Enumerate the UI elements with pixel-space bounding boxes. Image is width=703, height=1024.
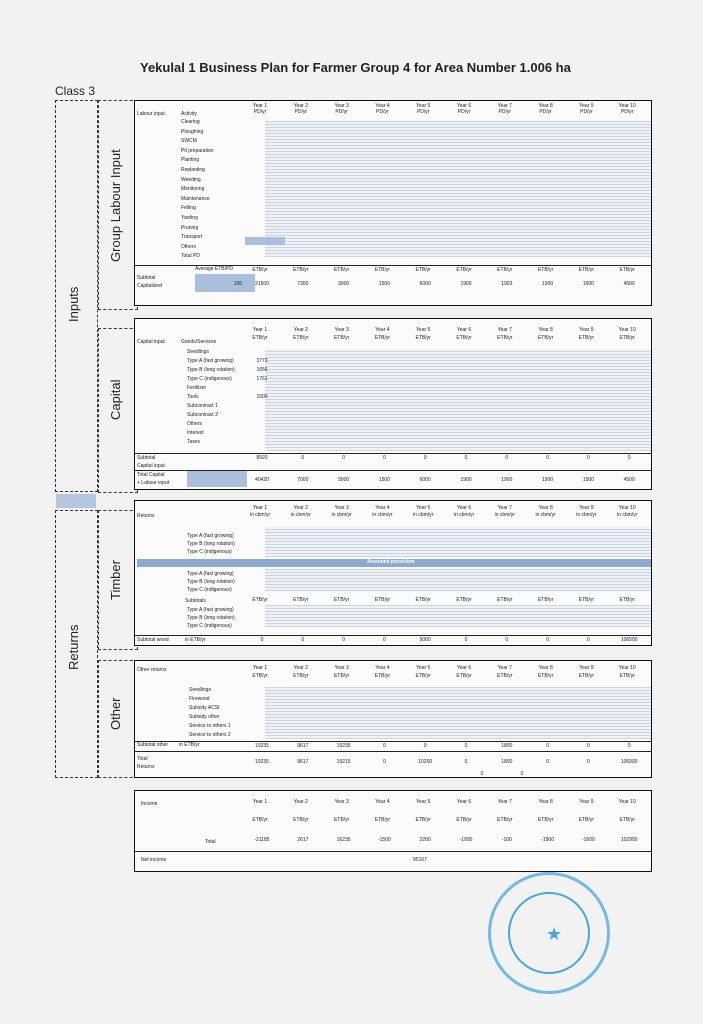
total-value: 4500 <box>623 477 635 483</box>
year-header: Year 4 <box>375 505 390 511</box>
subtotals-label: Subtotals <box>185 598 206 604</box>
unit-header: in cbm/yr <box>331 512 352 518</box>
unit-header: PD/yr <box>376 109 389 115</box>
other-item: Subsidy ACSI <box>189 705 220 711</box>
total-capital: Total Capital <box>137 472 165 478</box>
year-header: Year 6 <box>456 103 472 109</box>
activity-label: Maintenance <box>181 195 210 202</box>
year-header: Year 9 <box>579 799 594 805</box>
capital-item: Interest <box>187 430 204 436</box>
other-item: Firewood <box>189 696 210 702</box>
unit-header: ETB/yr <box>456 597 472 603</box>
subtotal-value: 31500 <box>255 281 269 287</box>
subtotal-value: 1500 <box>378 281 390 287</box>
year-header: Year 10 <box>618 665 636 671</box>
income-total-value: -1900 <box>541 837 554 843</box>
capital-item: Type B (long rotation) <box>187 367 235 373</box>
type-label: Type B (long rotation) <box>187 579 235 585</box>
unit-header: in cbm/yr <box>453 512 475 518</box>
capital-item: Taxes <box>187 439 201 445</box>
capital-value: 1656 <box>256 367 268 373</box>
other-h1: Other returns <box>137 667 167 673</box>
subtotal-other-value: 0 <box>627 743 631 749</box>
year-header: Year 8 <box>538 327 553 333</box>
total-returns-value: 10200 <box>418 759 433 765</box>
capital-item: Fertilizer <box>187 385 207 391</box>
subtotal-other-value: 0 <box>383 743 386 749</box>
unit-header: ETB/yr <box>456 673 472 679</box>
subtotal-value: 0 <box>423 455 427 461</box>
activity-label: Pit preparation <box>181 147 214 154</box>
year-header: Year 5 <box>416 103 431 109</box>
returns-sub-label: Returns <box>137 764 155 770</box>
year-header: Year 1 <box>252 327 268 333</box>
subtotal-value: 1903 <box>501 281 513 287</box>
unit-header: ETB/yr <box>537 817 554 823</box>
total-value: 1900 <box>542 477 554 483</box>
subtotal-other: Subtotal other <box>137 742 169 748</box>
unit-header: ETB/yr <box>333 335 350 341</box>
type-label: Type B (long rotation) <box>187 615 235 621</box>
other-hatch <box>265 687 651 739</box>
assumed-price-bar <box>137 559 651 567</box>
type-label: Type A (fast growing) <box>187 607 234 613</box>
subtotal-value: 0 <box>464 455 468 461</box>
year-header: Year 1 <box>252 799 268 805</box>
year-header: Year 2 <box>293 327 308 333</box>
income-total-value: 2200 <box>419 837 431 843</box>
activity-label: SWCM <box>181 138 197 145</box>
subtotal-value: 0 <box>505 455 509 461</box>
total-cell <box>187 471 247 487</box>
subtotal-value: 4500 <box>623 281 635 287</box>
unit-header: PD/yr <box>457 109 471 115</box>
subtotal-value: 1900 <box>542 281 554 287</box>
unit-header: ETB/yr <box>374 817 391 823</box>
income-total-value: -100 <box>501 837 512 843</box>
year-header: Year 8 <box>538 799 553 805</box>
unit-header: PD/yr <box>580 109 593 115</box>
capital-value: 1761 <box>256 376 268 382</box>
unit-header: ETB/yr <box>497 673 513 679</box>
labour-h2: Activity <box>181 111 197 117</box>
subtotal-wood-value: 0 <box>301 637 305 643</box>
total-value: 1500 <box>582 477 594 483</box>
unit-header: ETB/yr <box>456 817 472 823</box>
unit-header: ETB/yr <box>497 335 513 341</box>
capital-item: Seedlings <box>187 349 209 355</box>
type-label: Type C (indigenous) <box>187 587 232 593</box>
timber-hatch-3 <box>265 605 651 627</box>
star-icon: ★ <box>546 924 563 944</box>
capital-item: Subcontract 2 <box>187 412 218 418</box>
official-seal-inner <box>508 892 590 974</box>
year-header: Year 4 <box>375 103 390 109</box>
unit-header: PD/yr <box>620 109 634 115</box>
subtotal-value: 1600 <box>582 281 594 287</box>
year-header: Year 10 <box>618 327 636 333</box>
unit-header: in cbm/yr <box>290 512 311 518</box>
capital-h1: Capital input <box>137 339 165 345</box>
unit-header: ETB/yr <box>293 597 309 603</box>
activity-label: Ploughing <box>181 128 204 135</box>
unit-header: PD/yr <box>539 109 552 115</box>
subtotal-wood-value: 0 <box>464 637 468 643</box>
unit-header: in cbm/yr <box>372 512 393 518</box>
total-value: 1500 <box>378 477 390 483</box>
unit-header: ETB/yr <box>252 673 268 679</box>
total-returns-value: 106900 <box>620 759 638 765</box>
year-header: Year 10 <box>618 505 636 511</box>
year-header: Year 2 <box>293 665 308 671</box>
year-header: Year 4 <box>375 327 390 333</box>
unit-header: ETB/yr <box>252 267 268 273</box>
year-header: Year 5 <box>416 327 431 333</box>
year-header: Year 6 <box>456 665 472 671</box>
capital-value: 3773 <box>256 358 268 364</box>
unit-header: ETB/yr <box>619 597 635 603</box>
subtotal-other-value: 0 <box>546 743 549 749</box>
unit-header: in cbm/yr <box>249 512 271 518</box>
unit-header: ETB/yr <box>537 673 554 679</box>
labour-subtotal: Subtotal <box>137 275 156 281</box>
subtotal-wood-value: 0 <box>546 637 549 643</box>
unit-header: PD/yr <box>498 109 512 115</box>
assumed-label: Assumed price/cbm <box>367 559 415 565</box>
year-header: Year 3 <box>334 799 349 805</box>
capital-value: 1500 <box>256 394 268 400</box>
total-returns-value: 0 <box>464 759 468 765</box>
subtotal-wood-value: 0 <box>342 637 345 643</box>
activity-label: Planting <box>181 157 200 164</box>
unit-header: ETB/yr <box>578 267 595 273</box>
year-header: Year 6 <box>456 505 472 511</box>
subtotal-value: 3000 <box>338 281 350 287</box>
unit-header: ETB/yr <box>619 673 635 679</box>
divider <box>135 453 651 454</box>
total-value: 3000 <box>338 477 350 483</box>
subtotal-other-value: 0 <box>464 743 468 749</box>
subtotal-value: 8920 <box>256 455 268 461</box>
other-table <box>134 660 652 778</box>
total-returns-value: 1800 <box>501 759 513 765</box>
income-total-value: -1900 <box>459 837 473 843</box>
total-value: 7000 <box>297 477 309 483</box>
unit-header: in cbm/yr <box>535 512 556 518</box>
labour-hatch <box>265 121 651 257</box>
year-header: Year 7 <box>497 799 512 805</box>
unit-header: ETB/yr <box>333 267 350 273</box>
income-total-label: Total <box>205 839 216 845</box>
year-header: Year 9 <box>579 665 594 671</box>
unit-header: ETB/yr <box>374 267 391 273</box>
year-header: Year 7 <box>497 665 512 671</box>
transport-cell <box>245 237 285 245</box>
extra-zero: 0 <box>480 771 484 777</box>
class-label: Class 3 <box>55 84 96 98</box>
subtotal-value: 1900 <box>460 281 472 287</box>
subtotal-wood-value: 0 <box>505 637 509 643</box>
income-total-value: -1600 <box>581 837 595 843</box>
subtotal-wood: Subtotal wood <box>137 637 169 643</box>
total-returns-value: 19215 <box>336 759 351 765</box>
capital-subtotal: Subtotal <box>137 455 156 461</box>
subtotal-other-value: 1800 <box>501 743 513 749</box>
extra-zero: 0 <box>520 771 524 777</box>
unit-header: ETB/yr <box>333 673 350 679</box>
subtotal-wood-value: 106500 <box>620 637 638 643</box>
type-label: Type B (long rotation) <box>187 541 235 547</box>
total-returns-value: 0 <box>383 759 386 765</box>
total-label: Total <box>137 756 148 762</box>
unit-header: PD/yr <box>335 109 348 115</box>
capital-item: Others <box>187 421 203 427</box>
year-header: Year 7 <box>497 327 512 333</box>
labour-table <box>134 100 652 306</box>
avg-value: 100 <box>233 281 243 287</box>
unit-header: ETB/yr <box>456 335 472 341</box>
unit-header: ETB/yr <box>374 673 391 679</box>
year-header: Year 8 <box>538 103 553 109</box>
subtotal-value: 0 <box>342 455 345 461</box>
capital-label: Capital <box>108 379 123 420</box>
capital-h2: Goods/Services <box>181 339 217 345</box>
other-item: Seedlings <box>189 687 211 693</box>
page-title: Yekulal 1 Business Plan for Farmer Group 4 for Area Number 1.006 ha <box>140 60 571 75</box>
unit-header: ETB/yr <box>578 597 595 603</box>
unit-header: ETB/yr <box>497 817 513 823</box>
activity-label: Clearing <box>181 119 200 125</box>
capital-input-label: Capital input <box>137 463 165 469</box>
income-total-value: 2617 <box>297 837 309 843</box>
activity-label: Weeding <box>181 176 201 183</box>
total-value: 40420 <box>255 477 269 483</box>
year-header: Year 3 <box>334 103 349 109</box>
year-header: Year 7 <box>497 103 512 109</box>
net-income-label: Net income <box>141 857 167 863</box>
unit-header: ETB/yr <box>333 597 350 603</box>
unit-header: ETB/yr <box>619 335 635 341</box>
subtotal-value: 6000 <box>419 281 431 287</box>
activity-label: Others <box>181 243 197 250</box>
unit-header: ETB/yr <box>374 335 391 341</box>
unit-header: in cbm/yr <box>617 512 638 518</box>
unit-header: ETB/yr <box>619 267 635 273</box>
avg-label: Average ETB/PD <box>195 266 233 272</box>
unit-header: PD/yr <box>294 109 308 115</box>
other-item: Service to others 1 <box>189 723 231 729</box>
subtotal-other-value: 0 <box>587 743 590 749</box>
activity-label: Pruning <box>181 224 199 231</box>
timber-h1: Returns <box>137 513 155 519</box>
divider <box>135 851 651 852</box>
unit-header: PD/yr <box>416 109 430 115</box>
capital-hatch <box>265 349 651 451</box>
activity-label: Total PD <box>181 253 200 260</box>
income-total-value: 102900 <box>620 837 638 843</box>
year-header: Year 10 <box>618 103 636 109</box>
unit-header: ETB/yr <box>537 597 554 603</box>
year-header: Year 1 <box>252 103 268 109</box>
total-returns-value: 0 <box>587 759 590 765</box>
unit-header: ETB/yr <box>293 817 309 823</box>
unit-header: ETB/yr <box>293 267 309 273</box>
activity-label: Monitoring <box>181 186 205 193</box>
subtotal-other-value: 0 <box>423 743 427 749</box>
year-header: Year 8 <box>538 665 553 671</box>
labour-h1: Labour input <box>137 111 165 117</box>
unit-header: ETB/yr <box>619 817 635 823</box>
activity-label: Felling <box>181 205 196 212</box>
year-header: Year 9 <box>579 327 594 333</box>
year-header: Year 5 <box>416 665 431 671</box>
unit-header: in cbm/yr <box>494 512 515 518</box>
timber-label: Timber <box>108 560 123 600</box>
divider <box>135 635 651 636</box>
year-header: Year 7 <box>497 505 512 511</box>
unit-header: ETB/yr <box>497 267 513 273</box>
subtotal-wood-value: 0 <box>383 637 386 643</box>
income-total-value: -21185 <box>254 837 270 843</box>
total-returns-value: 9617 <box>297 759 309 765</box>
income-total-value: 16235 <box>336 837 351 843</box>
capital-table <box>134 318 652 490</box>
total-returns-value: 0 <box>546 759 549 765</box>
labour-label: Group Labour Input <box>108 149 123 262</box>
subtotal-wood-value: 0 <box>260 637 264 643</box>
timber-hatch-2 <box>265 569 651 591</box>
unit-header: ETB/yr <box>415 673 431 679</box>
unit-header: ETB/yr <box>578 673 595 679</box>
type-label: Type A (fast growing) <box>187 571 234 577</box>
year-header: Year 2 <box>293 799 308 805</box>
subtotal-value: 0 <box>546 455 549 461</box>
unit-header: ETB/yr <box>333 817 350 823</box>
year-header: Year 1 <box>252 665 268 671</box>
subtotal-other-value: 19235 <box>255 743 269 749</box>
year-header: Year 1 <box>252 505 268 511</box>
year-header: Year 9 <box>579 103 594 109</box>
divider <box>135 751 651 752</box>
unit-header: ETB/yr <box>415 267 431 273</box>
subtotal-value: 0 <box>587 455 590 461</box>
unit-header: ETB/yr <box>537 267 554 273</box>
year-header: Year 3 <box>334 327 349 333</box>
total-returns-value: 19235 <box>255 759 269 765</box>
unit-header: ETB/yr <box>415 817 431 823</box>
type-label: Type C (indigenous) <box>187 549 232 555</box>
year-header: Year 5 <box>416 505 431 511</box>
capital-item: Tools <box>187 394 199 400</box>
unit-header: in cbm/yr <box>576 512 597 518</box>
year-header: Year 5 <box>416 799 431 805</box>
net-income-value: 95167 <box>413 857 427 863</box>
year-header: Year 8 <box>538 505 553 511</box>
year-header: Year 4 <box>375 665 390 671</box>
unit-header: ETB/yr <box>293 335 309 341</box>
in-etb: in ETB/yr <box>185 637 206 643</box>
unit-header: ETB/yr <box>252 597 268 603</box>
year-header: Year 10 <box>618 799 636 805</box>
total-value: 6000 <box>419 477 431 483</box>
capital-item: Type C (indigenous) <box>187 376 232 382</box>
subtotal-value: 0 <box>627 455 631 461</box>
other-item: Service to others 2 <box>189 732 231 738</box>
unit-header: ETB/yr <box>456 267 472 273</box>
year-header: Year 4 <box>375 799 390 805</box>
total-value: 1900 <box>460 477 472 483</box>
unit-header: in cbm/yr <box>413 512 434 518</box>
inputs-label: Inputs <box>66 286 81 322</box>
divider <box>135 741 651 742</box>
returns-label: Returns <box>66 624 81 670</box>
year-header: Year 6 <box>456 327 472 333</box>
income-total-value: -1500 <box>377 837 391 843</box>
unit-header: ETB/yr <box>252 817 268 823</box>
timber-hatch <box>265 527 651 557</box>
subtotal-wood-value: 5000 <box>419 637 431 643</box>
unit-header: ETB/yr <box>578 817 595 823</box>
type-label: Type A (fast growing) <box>187 533 234 539</box>
unit-header: ETB/yr <box>415 335 431 341</box>
capital-item: Type A (fast growing) <box>187 358 234 364</box>
other-label: Other <box>108 697 123 730</box>
unit-header: ETB/yr <box>293 673 309 679</box>
year-header: Year 3 <box>334 505 349 511</box>
other-item: Subsidy other <box>189 714 220 720</box>
unit-header: ETB/yr <box>578 335 595 341</box>
subtotal-value: 7300 <box>297 281 309 287</box>
total-value: 1900 <box>501 477 513 483</box>
year-header: Year 3 <box>334 665 349 671</box>
year-header: Year 6 <box>456 799 472 805</box>
unit-header: ETB/yr <box>415 597 431 603</box>
year-header: Year 2 <box>293 103 308 109</box>
unit-header: ETB/yr <box>497 597 513 603</box>
unit-header: PD/yr <box>253 109 267 115</box>
unit-header: ETB/yr <box>374 597 391 603</box>
type-label: Type C (indigenous) <box>187 623 232 629</box>
year-header: Year 9 <box>579 505 594 511</box>
subtotal-value: 0 <box>383 455 386 461</box>
capital-item: Subcontract 1 <box>187 403 218 409</box>
other-in-etb: in ETB/yr <box>179 742 200 748</box>
labour-capitalized: Capitalized <box>137 283 162 289</box>
timber-table <box>134 500 652 646</box>
plus-labour: + Labour input <box>137 480 170 486</box>
income-table <box>134 790 652 872</box>
subtotal-value: 0 <box>301 455 305 461</box>
subtotal-other-value: 19235 <box>336 743 351 749</box>
activity-label: Transport <box>181 234 203 241</box>
unit-header: ETB/yr <box>252 335 268 341</box>
separator-band <box>56 494 96 508</box>
subtotal-wood-value: 0 <box>587 637 590 643</box>
activity-label: Replanting <box>181 167 205 173</box>
activity-label: Yarding <box>181 215 198 221</box>
subtotal-other-value: 9617 <box>297 743 309 749</box>
year-header: Year 2 <box>293 505 308 511</box>
unit-header: ETB/yr <box>537 335 554 341</box>
income-h1: Income <box>141 801 158 807</box>
